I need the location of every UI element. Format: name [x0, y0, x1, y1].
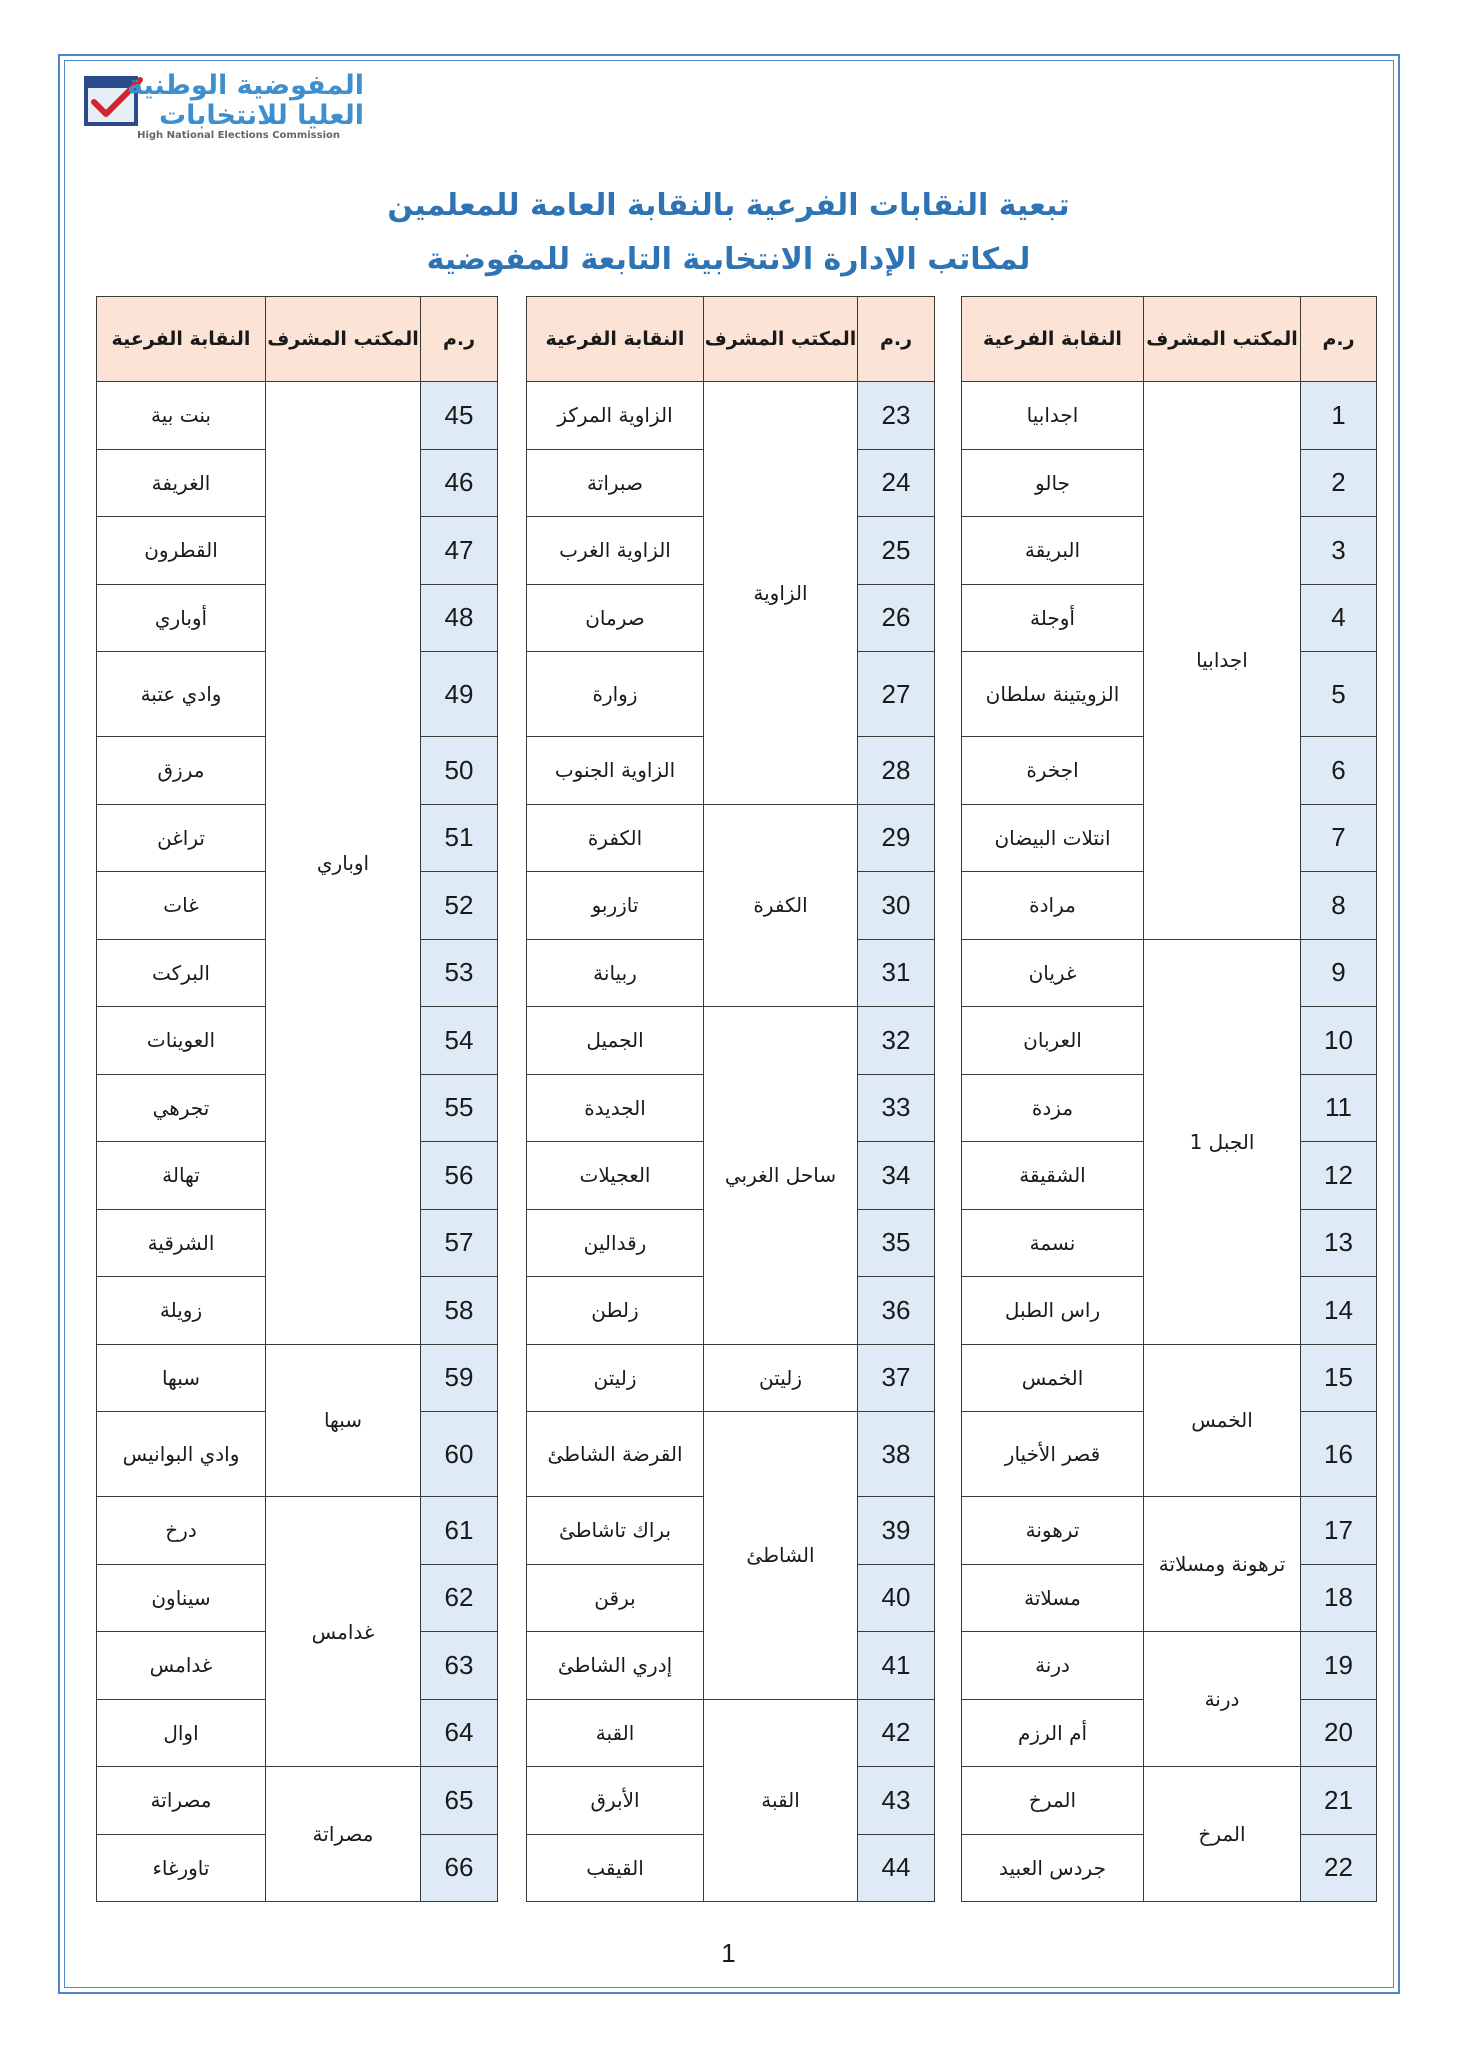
branch-union: زوارة	[527, 652, 704, 737]
branch-union: راس الطبل	[962, 1277, 1144, 1345]
row-number: 5	[1301, 652, 1377, 737]
branch-union: الأبرق	[527, 1767, 704, 1835]
branch-union: زلطن	[527, 1277, 704, 1345]
header-branch: النقابة الفرعية	[962, 297, 1144, 382]
row-number: 34	[858, 1142, 935, 1210]
table-row	[97, 1767, 498, 1835]
row-number: 57	[421, 1209, 498, 1277]
row-number: 23	[858, 382, 935, 450]
row-number: 32	[858, 1007, 935, 1075]
row-number: 45	[421, 382, 498, 450]
row-number: 4	[1301, 584, 1377, 652]
row-number: 6	[1301, 737, 1377, 805]
branch-union: تراغن	[97, 804, 266, 872]
row-number: 63	[421, 1632, 498, 1700]
row-number: 2	[1301, 449, 1377, 517]
table-middle	[526, 296, 935, 1902]
table-row	[97, 1344, 498, 1412]
hnec-logo	[84, 70, 364, 140]
row-number: 43	[858, 1767, 935, 1835]
row-number: 51	[421, 804, 498, 872]
branch-union: برقن	[527, 1564, 704, 1632]
row-number: 8	[1301, 872, 1377, 940]
branch-union: أوباري	[97, 584, 266, 652]
branch-union: تاورغاء	[97, 1834, 266, 1902]
row-number: 53	[421, 939, 498, 1007]
row-number: 30	[858, 872, 935, 940]
supervising-office: الزاوية	[704, 382, 858, 805]
branch-union: الزاوية المركز	[527, 382, 704, 450]
logo-text	[127, 70, 364, 141]
branch-union: اجدابيا	[962, 382, 1144, 450]
row-number: 48	[421, 584, 498, 652]
row-number: 65	[421, 1767, 498, 1835]
table-row	[527, 804, 935, 872]
branch-union: القيقب	[527, 1834, 704, 1902]
row-number: 14	[1301, 1277, 1377, 1345]
row-number: 10	[1301, 1007, 1377, 1075]
row-number: 31	[858, 939, 935, 1007]
branch-union: سيناون	[97, 1564, 266, 1632]
logo-english: High National Elections Commission	[137, 130, 341, 141]
branch-union: إدري الشاطئ	[527, 1632, 704, 1700]
row-number: 25	[858, 517, 935, 585]
table-row	[962, 1344, 1377, 1412]
branch-union: ترهونة	[962, 1497, 1144, 1565]
row-number: 58	[421, 1277, 498, 1345]
branch-union: العجيلات	[527, 1142, 704, 1210]
branch-union: المرخ	[962, 1767, 1144, 1835]
row-number: 62	[421, 1564, 498, 1632]
supervising-office: الجبل 1	[1144, 939, 1301, 1344]
branch-union: مرزق	[97, 737, 266, 805]
branch-union: بنت بية	[97, 382, 266, 450]
branch-union: الجميل	[527, 1007, 704, 1075]
row-number: 42	[858, 1699, 935, 1767]
row-number: 12	[1301, 1142, 1377, 1210]
branch-union: مزدة	[962, 1074, 1144, 1142]
branch-union: ربيانة	[527, 939, 704, 1007]
table-row	[97, 382, 498, 450]
logo-arabic-line2: العليا للانتخابات	[158, 100, 364, 131]
branch-union: العوينات	[97, 1007, 266, 1075]
supervising-office: درنة	[1144, 1632, 1301, 1767]
table-right	[961, 296, 1377, 1902]
row-number: 36	[858, 1277, 935, 1345]
branch-union: الشرقية	[97, 1209, 266, 1277]
header-office: المكتب المشرف	[704, 297, 858, 382]
row-number: 56	[421, 1142, 498, 1210]
branch-union: الخمس	[962, 1344, 1144, 1412]
row-number: 20	[1301, 1699, 1377, 1767]
row-number: 28	[858, 737, 935, 805]
branch-union: الجديدة	[527, 1074, 704, 1142]
row-number: 59	[421, 1344, 498, 1412]
branch-union: اجخرة	[962, 737, 1144, 805]
table-left	[96, 296, 498, 1902]
row-number: 52	[421, 872, 498, 940]
table-row	[962, 1767, 1377, 1835]
supervising-office: الكفرة	[704, 804, 858, 1007]
branch-union: انتلات البيضان	[962, 804, 1144, 872]
branch-union: القبة	[527, 1699, 704, 1767]
row-number: 47	[421, 517, 498, 585]
supervising-office: الشاطئ	[704, 1412, 858, 1700]
row-number: 27	[858, 652, 935, 737]
table-row	[527, 1412, 935, 1497]
branch-union: الزويتينة سلطان	[962, 652, 1144, 737]
branch-union: البركت	[97, 939, 266, 1007]
row-number: 29	[858, 804, 935, 872]
row-number: 38	[858, 1412, 935, 1497]
supervising-office: الخمس	[1144, 1344, 1301, 1497]
supervising-office: غدامس	[266, 1497, 421, 1767]
row-number: 1	[1301, 382, 1377, 450]
page-title-line1: تبعية النقابات الفرعية بالنقابة العامة للمعلمين	[387, 188, 1070, 223]
row-number: 3	[1301, 517, 1377, 585]
branch-union: سبها	[97, 1344, 266, 1412]
table-row	[962, 1497, 1377, 1565]
row-number: 64	[421, 1699, 498, 1767]
branch-union: الكفرة	[527, 804, 704, 872]
header-office: المكتب المشرف	[1144, 297, 1301, 382]
row-number: 9	[1301, 939, 1377, 1007]
row-number: 35	[858, 1209, 935, 1277]
branch-union: براك تاشاطئ	[527, 1497, 704, 1565]
row-number: 13	[1301, 1209, 1377, 1277]
table-row	[962, 1632, 1377, 1700]
branch-union: جالو	[962, 449, 1144, 517]
header-branch: النقابة الفرعية	[527, 297, 704, 382]
row-number: 16	[1301, 1412, 1377, 1497]
logo-arabic-line1: المفوضية الوطنية	[127, 70, 364, 101]
row-number: 54	[421, 1007, 498, 1075]
table-row	[962, 939, 1377, 1007]
branch-union: القطرون	[97, 517, 266, 585]
row-number: 49	[421, 652, 498, 737]
header-number: ر.م	[1301, 297, 1377, 382]
supervising-office: المرخ	[1144, 1767, 1301, 1902]
row-number: 44	[858, 1834, 935, 1902]
supervising-office: ساحل الغربي	[704, 1007, 858, 1345]
branch-union: زليتن	[527, 1344, 704, 1412]
row-number: 37	[858, 1344, 935, 1412]
branch-union: القرضة الشاطئ	[527, 1412, 704, 1497]
branch-union: صرمان	[527, 584, 704, 652]
header-branch: النقابة الفرعية	[97, 297, 266, 382]
branch-union: الغريفة	[97, 449, 266, 517]
row-number: 18	[1301, 1564, 1377, 1632]
page-number: 1	[721, 1938, 736, 1968]
branch-union: نسمة	[962, 1209, 1144, 1277]
supervising-office: ترهونة ومسلاتة	[1144, 1497, 1301, 1632]
header-number: ر.م	[421, 297, 498, 382]
row-number: 50	[421, 737, 498, 805]
branch-union: العربان	[962, 1007, 1144, 1075]
branch-union: صبراتة	[527, 449, 704, 517]
header-number: ر.م	[858, 297, 935, 382]
row-number: 24	[858, 449, 935, 517]
branch-union: الزاوية الجنوب	[527, 737, 704, 805]
branch-union: الشقيقة	[962, 1142, 1144, 1210]
table-row	[97, 1497, 498, 1565]
branch-union: درنة	[962, 1632, 1144, 1700]
table-row	[527, 1699, 935, 1767]
branch-union: مصراتة	[97, 1767, 266, 1835]
branch-union: زويلة	[97, 1277, 266, 1345]
row-number: 19	[1301, 1632, 1377, 1700]
row-number: 26	[858, 584, 935, 652]
branch-union: أوجلة	[962, 584, 1144, 652]
branch-union: اوال	[97, 1699, 266, 1767]
row-number: 55	[421, 1074, 498, 1142]
table-row	[527, 1344, 935, 1412]
branch-union: تهالة	[97, 1142, 266, 1210]
branch-union: غدامس	[97, 1632, 266, 1700]
supervising-office: القبة	[704, 1699, 858, 1902]
row-number: 41	[858, 1632, 935, 1700]
row-number: 15	[1301, 1344, 1377, 1412]
branch-union: مسلاتة	[962, 1564, 1144, 1632]
branch-union: البريقة	[962, 517, 1144, 585]
supervising-office: زليتن	[704, 1344, 858, 1412]
branch-union: غريان	[962, 939, 1144, 1007]
header-office: المكتب المشرف	[266, 297, 421, 382]
branch-union: أم الرزم	[962, 1699, 1144, 1767]
branch-union: تجرهي	[97, 1074, 266, 1142]
branch-union: مرادة	[962, 872, 1144, 940]
supervising-office: مصراتة	[266, 1767, 421, 1902]
row-number: 22	[1301, 1834, 1377, 1902]
branch-union: غات	[97, 872, 266, 940]
row-number: 11	[1301, 1074, 1377, 1142]
branch-union: قصر الأخيار	[962, 1412, 1144, 1497]
supervising-office: سبها	[266, 1344, 421, 1497]
row-number: 33	[858, 1074, 935, 1142]
page-title-line2: لمكاتب الإدارة الانتخابية التابعة للمفوضية	[426, 242, 1031, 277]
row-number: 40	[858, 1564, 935, 1632]
branch-union: تازربو	[527, 872, 704, 940]
table-row	[527, 1007, 935, 1075]
branch-union: وادي عتبة	[97, 652, 266, 737]
table-row	[527, 382, 935, 450]
row-number: 60	[421, 1412, 498, 1497]
table-row	[962, 382, 1377, 450]
row-number: 21	[1301, 1767, 1377, 1835]
branch-union: وادي البوانيس	[97, 1412, 266, 1497]
row-number: 66	[421, 1834, 498, 1902]
branch-union: جردس العبيد	[962, 1834, 1144, 1902]
branch-union: الزاوية الغرب	[527, 517, 704, 585]
branch-union: رقدالين	[527, 1209, 704, 1277]
supervising-office: اجدابيا	[1144, 382, 1301, 940]
row-number: 61	[421, 1497, 498, 1565]
row-number: 46	[421, 449, 498, 517]
branch-union: درخ	[97, 1497, 266, 1565]
supervising-office: اوباري	[266, 382, 421, 1345]
row-number: 7	[1301, 804, 1377, 872]
row-number: 39	[858, 1497, 935, 1565]
row-number: 17	[1301, 1497, 1377, 1565]
